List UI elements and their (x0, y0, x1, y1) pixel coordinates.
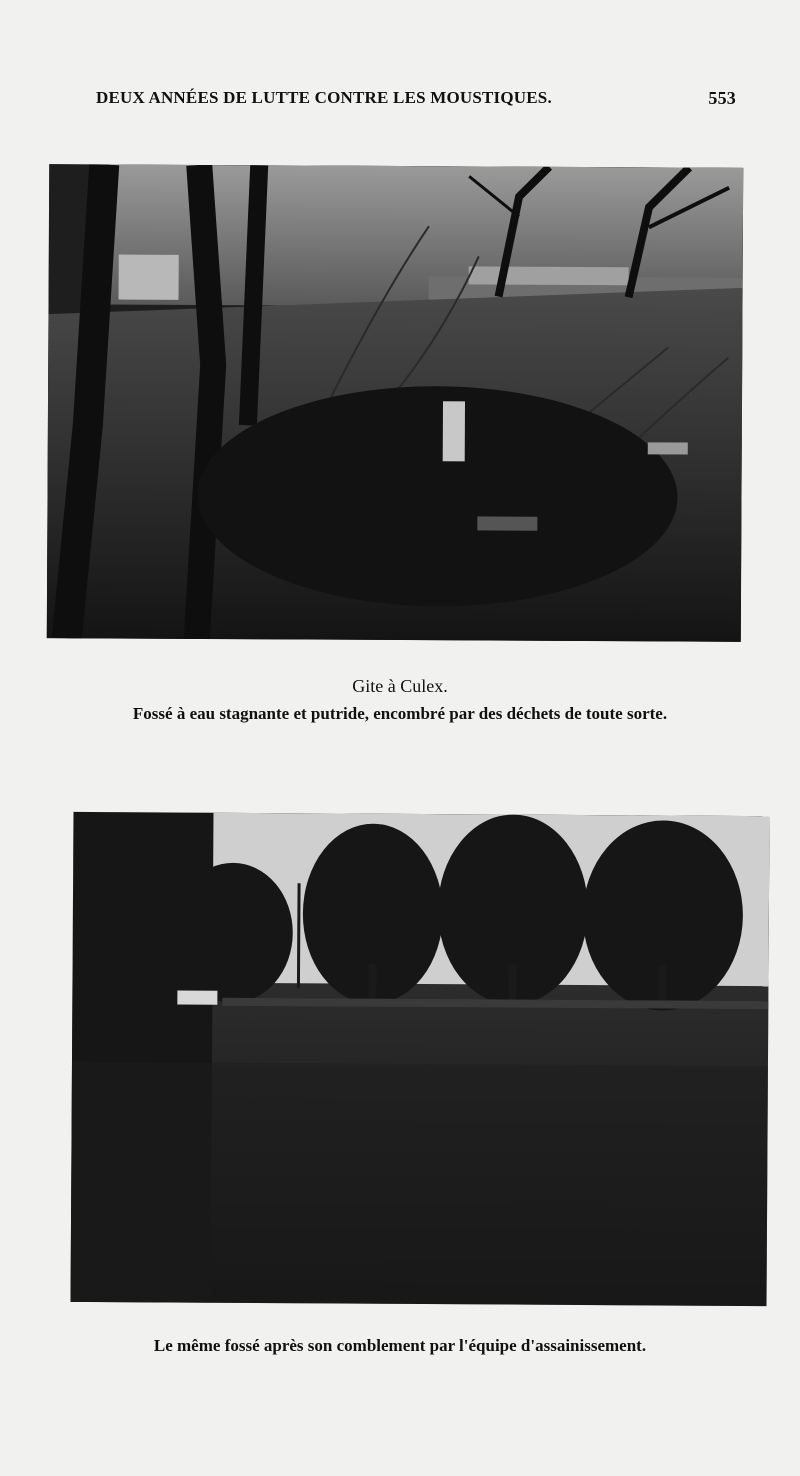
figure-caption: Fossé à eau stagnante et putride, encombré par des déchets de toute sorte. (132, 704, 668, 723)
figure-caption-2: Le même fossé après son comblement par l'équipe d'assainissement. (153, 1336, 647, 1355)
photo-ditch-with-debris (47, 164, 743, 642)
running-title: DEUX ANNÉES DE LUTTE CONTRE LES MOUSTIQUES. (96, 88, 552, 107)
figure-title: Gite à Culex. (352, 676, 448, 696)
page-number: 553 (708, 88, 736, 108)
photo-filled-ditch (71, 812, 770, 1306)
page-header (96, 88, 736, 116)
